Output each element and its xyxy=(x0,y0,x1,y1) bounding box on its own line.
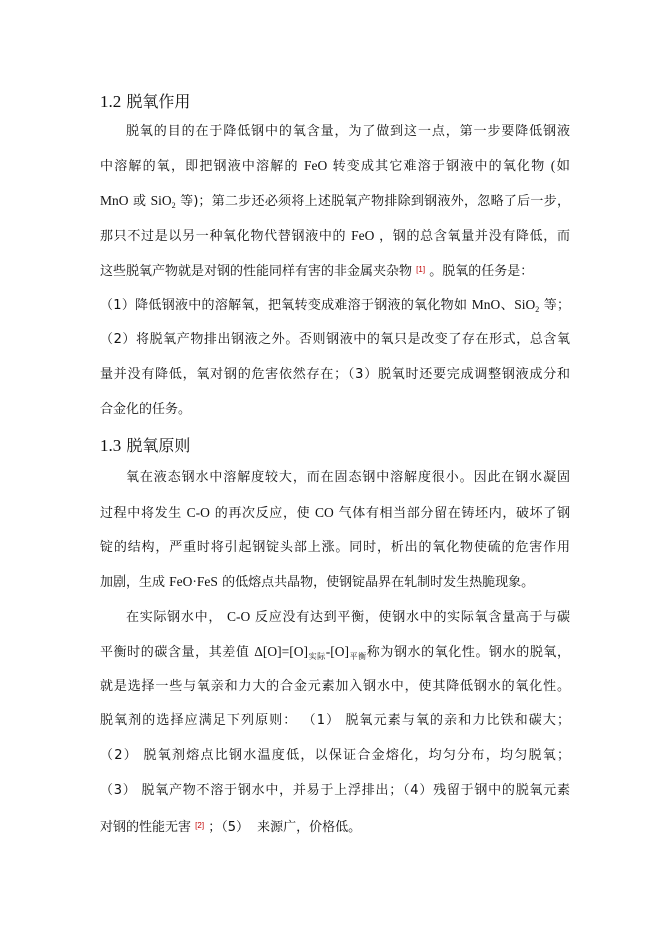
text-line: 过程中将发生 C-O 的再次反应，使 CO 气体有相当部分留在铸坯内，破坏了钢 xyxy=(100,505,570,521)
text-line: 中溶解的氧，即把钢液中溶解的 FeO 转变成其它难溶于钢液中的氧化物 (如 xyxy=(100,158,570,174)
text-line: 那只不过是以另一种氧化物代替钢液中的 FeO ，钢的总含氧量并没有降低，而 xyxy=(100,228,570,244)
text-line: 合金化的任务。 xyxy=(100,402,192,417)
text-line: 脱氧的目的在于降低钢中的氧含量，为了做到这一点，第一步要降低钢液 xyxy=(126,124,570,139)
text-line: （3） 脱氧产物不溶于钢水中，并易于上浮排出；（4）残留于钢中的脱氧元素 xyxy=(100,783,570,798)
text-line: MnO 或 SiO$_2$ 等)；第二步还必须将上述脱氧产物排除到钢液外，忽略了后一步， xyxy=(100,193,570,210)
text-line: 加剧，生成 FeO·FeS 的低熔点共晶物，使钢锭晶界在轧制时发生热脆现象。 xyxy=(100,574,535,590)
citation-ref[interactable]: [1] xyxy=(416,265,426,274)
text-line: 量并没有降低，氧对钢的危害依然存在；（3）脱氧时还要完成调整钢液成分和 xyxy=(100,367,570,382)
text-line: 对钢的性能无害 [2] ；（5） 来源广，价格低。 xyxy=(100,820,362,835)
text-line: （2） 脱氧剂熔点比钢水温度低，以保证合金熔化，均匀分布，均匀脱氧； xyxy=(100,748,570,763)
section-title: 脱氧作用 xyxy=(126,92,191,111)
text-line: 在实际钢水中， C-O 反应没有达到平衡，使钢水中的实际氧含量高于与碳 xyxy=(126,609,570,625)
text-line: 锭的结构，严重时将引起钢锭头部上涨。同时，析出的氧化物使硫的危害作用 xyxy=(100,540,570,555)
section-title: 脱氧原则 xyxy=(126,436,191,455)
text-line: （2）将脱氧产物排出钢液之外。否则钢液中的氧只是改变了存在形式，总含氧 xyxy=(100,332,570,347)
text-line: 平衡时的碳含量，其差值 $\Delta[O]=[O]_{实际}-[O]_{平衡}$称为钢水的氧化性。钢水的脱氧， xyxy=(100,644,570,661)
text-line: （1）降低钢液中的溶解氧，把氧转变成难溶于钢液的氧化物如 MnO、SiO$_2$ 等； xyxy=(100,297,570,314)
text-line: 脱氧剂的选择应满足下列原则： （1） 脱氧元素与氧的亲和力比铁和碳大； xyxy=(100,713,570,728)
section-number: 1.2 xyxy=(100,92,122,111)
text-line: 就是选择一些与氧亲和力大的合金元素加入钢水中，使其降低钢水的氧化性。 xyxy=(100,679,570,694)
text-line: 这些脱氧产物就是对钢的性能同样有害的非金属夹杂物 [1] 。脱氧的任务是： xyxy=(100,264,534,279)
section-heading-1-3 xyxy=(100,433,190,456)
section-number: 1.3 xyxy=(100,436,122,455)
section-heading-1-2 xyxy=(100,89,190,112)
text-line: 氧在液态钢水中溶解度较大，而在固态钢中溶解度很小。因此在钢水凝固 xyxy=(126,470,570,485)
citation-ref[interactable]: [2] xyxy=(195,821,205,830)
